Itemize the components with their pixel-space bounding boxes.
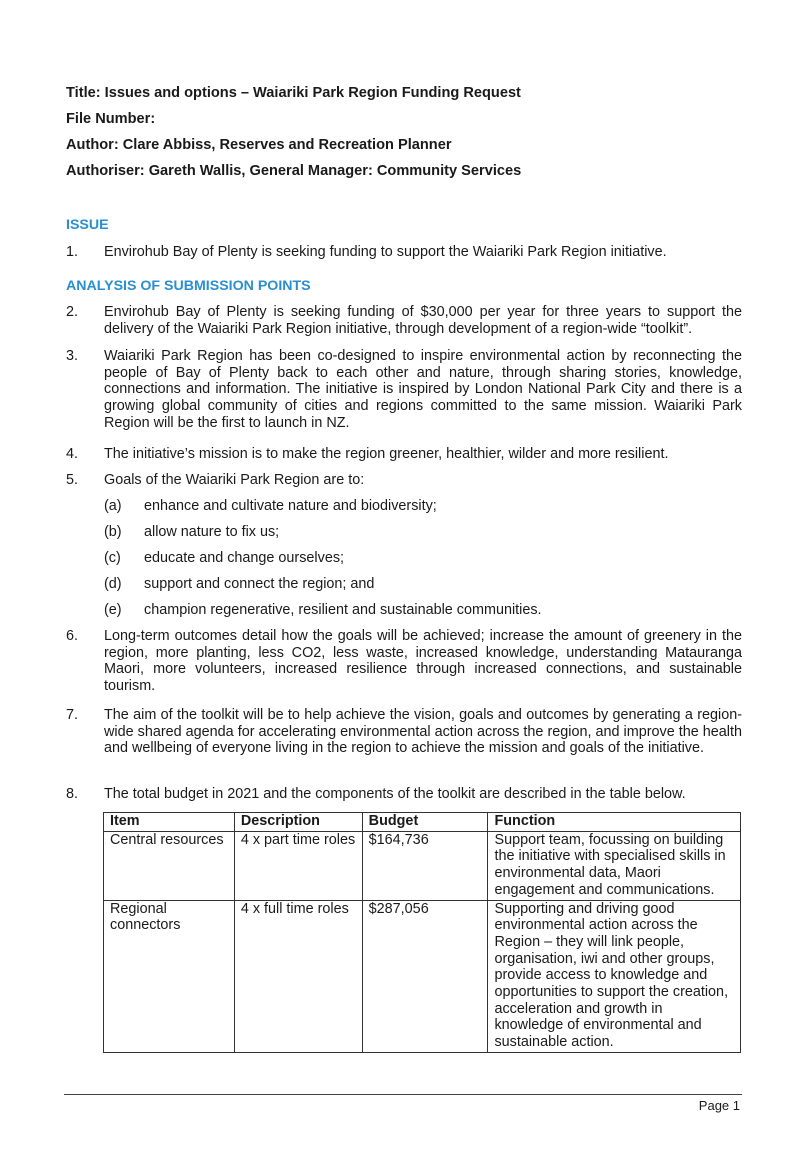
authoriser: Authoriser: Gareth Wallis, General Manager: Community Services <box>66 163 522 179</box>
paragraph-number: 7. <box>66 707 79 723</box>
goal-item <box>104 550 704 567</box>
goal-item <box>104 602 704 619</box>
author: Author: Clare Abbiss, Reserves and Recreation Planner <box>66 137 452 153</box>
goal-text: support and connect the region; and <box>144 576 375 592</box>
cell-item: Central resources <box>104 831 235 900</box>
paragraph-number: 1. <box>66 244 79 260</box>
cell-function: Support team, focussing on building the initiative with specialised skills in environmental data, Maori engagement and communications. <box>488 831 741 900</box>
paragraph-5 <box>66 472 742 489</box>
cell-budget: $287,056 <box>362 900 488 1052</box>
goal-label: (e) <box>104 602 122 618</box>
goal-text: educate and change ourselves; <box>144 550 345 566</box>
goal-text: allow nature to fix us; <box>144 524 280 540</box>
cell-item: Regional connectors <box>104 900 235 1052</box>
goal-text: champion regenerative, resilient and sustainable communities. <box>144 602 542 618</box>
footer-divider <box>64 1094 742 1095</box>
paragraph-text: Envirohub Bay of Plenty is seeking funding of $30,000 per year for three years to support the delivery of the Waiariki Park Region initiative, through development of a region-wide “toolkit”. <box>104 304 742 337</box>
cell-description: 4 x full time roles <box>234 900 362 1052</box>
paragraph-1 <box>66 244 742 261</box>
page-number: Page 1 <box>698 1098 740 1113</box>
cell-description: 4 x part time roles <box>234 831 362 900</box>
goal-item <box>104 498 704 515</box>
paragraph-number: 2. <box>66 304 79 320</box>
paragraph-text: The initiative’s mission is to make the region greener, healthier, wilder and more resilient. <box>104 446 669 462</box>
paragraph-text: Long-term outcomes detail how the goals will be achieved; increase the amount of greenery in the region, more planting, less CO2, less waste, increased knowledge, understanding Matauranga Maori, more volunteers, increased resilience through increased connections, and sustainable tourism. <box>104 628 742 695</box>
issue-heading: ISSUE <box>66 217 109 233</box>
paragraph-8 <box>66 786 742 803</box>
paragraph-text: Goals of the Waiariki Park Region are to: <box>104 472 365 488</box>
paragraph-text: The total budget in 2021 and the components of the toolkit are described in the table below. <box>104 786 686 802</box>
goal-label: (b) <box>104 524 122 540</box>
goal-text: enhance and cultivate nature and biodiversity; <box>144 498 437 514</box>
header-budget: Budget <box>362 813 488 832</box>
header-item: Item <box>104 813 235 832</box>
goal-label: (c) <box>104 550 121 566</box>
paragraph-number: 5. <box>66 472 79 488</box>
budget-table <box>103 812 741 1053</box>
file-number: File Number: <box>66 111 156 127</box>
document-title: Title: Issues and options – Waiariki Park Region Funding Request <box>66 85 521 101</box>
header-description: Description <box>234 813 362 832</box>
paragraph-3 <box>66 348 742 432</box>
goal-label: (d) <box>104 576 122 592</box>
table-row <box>104 831 741 900</box>
paragraph-number: 8. <box>66 786 79 802</box>
goal-label: (a) <box>104 498 122 514</box>
table-row <box>104 900 741 1052</box>
paragraph-text: The aim of the toolkit will be to help achieve the vision, goals and outcomes by generating a region-wide shared agenda for accelerating environmental action across the region, and improve the health and wellbeing of everyone living in the region to achieve the mission and goals of the initiative. <box>104 707 742 757</box>
document-meta <box>66 86 746 190</box>
paragraph-text: Envirohub Bay of Plenty is seeking funding to support the Waiariki Park Region initiative. <box>104 244 667 260</box>
paragraph-number: 6. <box>66 628 79 644</box>
paragraph-4 <box>66 446 742 463</box>
paragraph-7 <box>66 707 742 757</box>
analysis-heading: ANALYSIS OF SUBMISSION POINTS <box>66 278 311 294</box>
paragraph-6 <box>66 628 742 695</box>
goal-item <box>104 524 704 541</box>
header-function: Function <box>488 813 741 832</box>
cell-budget: $164,736 <box>362 831 488 900</box>
paragraph-number: 3. <box>66 348 79 364</box>
paragraph-2 <box>66 304 742 337</box>
cell-function: Supporting and driving good environmental action across the Region – they will link people, organisation, iwi and other groups, provide access to knowledge and opportunities to support the creation, acceleration and growth in knowledge of environmental and sustainable action. <box>488 900 741 1052</box>
paragraph-number: 4. <box>66 446 79 462</box>
paragraph-text: Waiariki Park Region has been co-designed to inspire environmental action by reconnecting the people of Bay of Plenty back to each other and nature, through sharing stories, knowledge, connections and information. The initiative is inspired by London National Park City and there is a growing global community of cities and regions committed to the same mission. Waiariki Park Region will be the first to launch in NZ. <box>104 348 742 431</box>
table-header-row <box>104 813 741 832</box>
goal-item <box>104 576 704 593</box>
